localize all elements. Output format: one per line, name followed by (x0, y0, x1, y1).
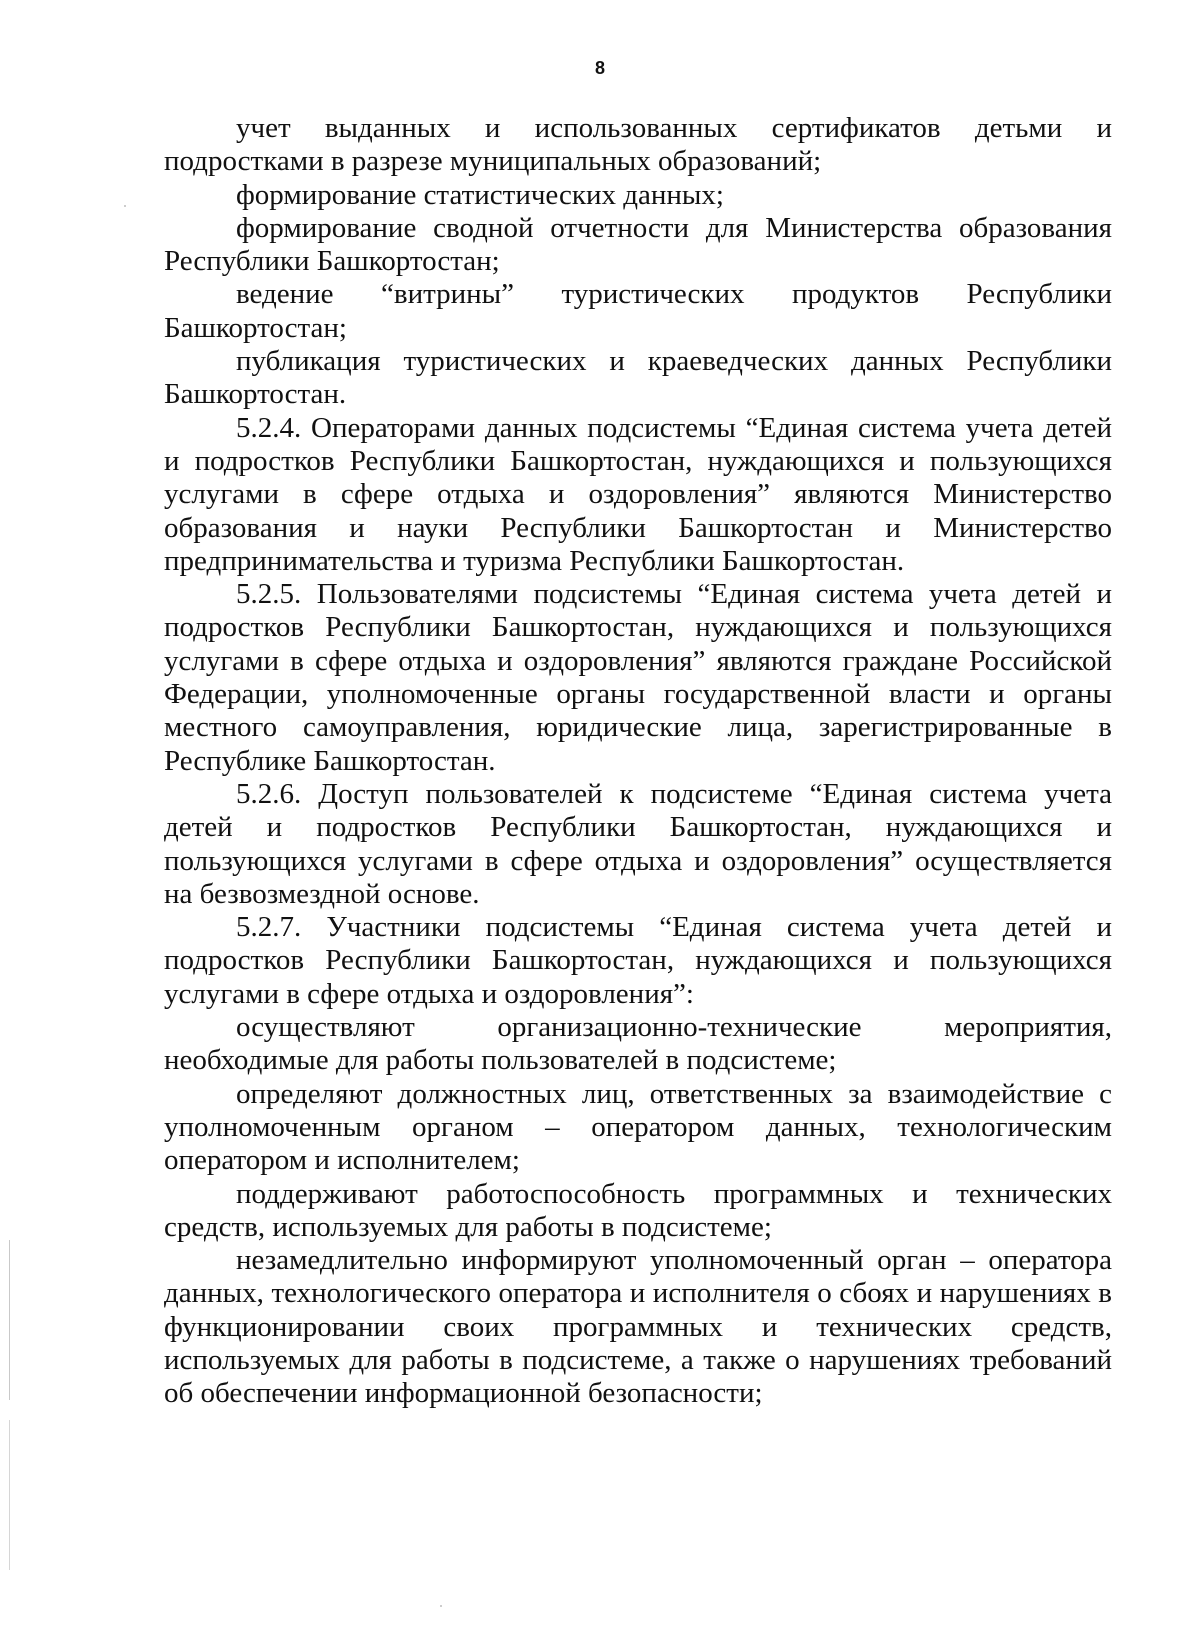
scan-speck (124, 205, 126, 207)
scan-edge-mark (9, 1240, 10, 1400)
paragraph-tourist-data-publication: публикация туристических и краеведческих данных Республики Башкортостан. (164, 345, 1112, 411)
document-body (164, 112, 1112, 1411)
paragraph-certificates-accounting: учет выданных и использованных сертификатов детьми и подростками в разрезе муниципальных образований; (164, 112, 1112, 178)
paragraph-5-2-4: 5.2.4. Операторами данных подсистемы “Единая система учета детей и подростков Республики Башкортостан, нуждающихся и пользующихся услугами в сфере отдыха и оздоровления” являются Министерство образования и науки Республики Башкортостан и Министерство предпринимательства и туризма Республики Башкортостан. (164, 411, 1112, 577)
paragraph-organizational-measures: осуществляют организационно-технические мероприятия, необходимые для работы пользователей в подсистеме; (164, 1011, 1112, 1077)
paragraph-summary-reporting: формирование сводной отчетности для Министерства образования Республики Башкортостан; (164, 211, 1112, 278)
paragraph-responsible-officials: определяют должностных лиц, ответственных за взаимодействие с уполномоченным органом – оператором данных, технологическим оператором и исполнителем; (164, 1077, 1112, 1177)
page-number: 8 (594, 58, 605, 78)
paragraph-tourist-showcase: ведение “витрины” туристических продуктов Республики Башкортостан; (164, 278, 1112, 344)
scan-edge-mark (9, 1420, 10, 1570)
paragraph-statistics: формирование статистических данных; (236, 178, 724, 211)
scan-speck (440, 1605, 442, 1607)
paragraph-inform-failures: незамедлительно информируют уполномоченный орган – оператора данных, технологического оператора и исполнителя о сбоях и нарушениях в функционировании своих программных и технических средств, используемых для работы в подсистеме, а также о нарушениях требований об обеспечении информационной безопасности; (164, 1244, 1112, 1410)
paragraph-5-2-6: 5.2.6. Доступ пользователей к подсистеме “Единая система учета детей и подростков Республики Башкортостан, нуждающихся и пользующихся услугами в сфере отдыха и оздоровления” осуществляется на безвозмездной основе. (164, 777, 1112, 910)
paragraph-5-2-5: 5.2.5. Пользователями подсистемы “Единая система учета детей и подростков Республики Башкортостан, нуждающихся и пользующихся услугами в сфере отдыха и оздоровления” являются граждане Российской Федерации, уполномоченные органы государственной власти и органы местного самоуправления, юридические лица, зарегистрированные в Республике Башкортостан. (164, 578, 1112, 777)
paragraph-5-2-7: 5.2.7. Участники подсистемы “Единая система учета детей и подростков Республики Башкортостан, нуждающихся и пользующихся услугами в сфере отдыха и оздоровления”: (164, 911, 1112, 1010)
paragraph-maintain-operability: поддерживают работоспособность программных и технических средств, используемых для работы в подсистеме; (164, 1177, 1112, 1243)
